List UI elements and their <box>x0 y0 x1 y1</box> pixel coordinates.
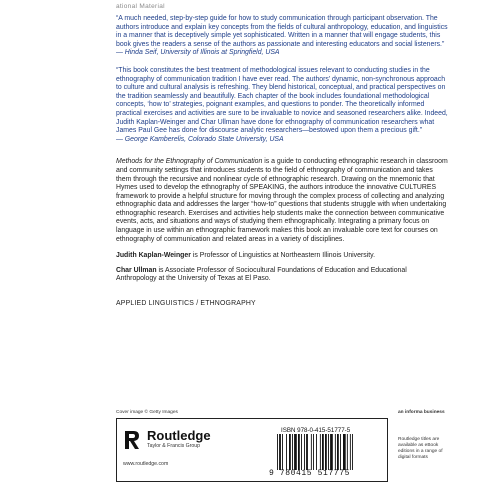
author-name: Judith Kaplan-Weinger <box>116 252 191 260</box>
author-bio <box>116 252 448 261</box>
publisher-group: Taylor & Francis Group <box>147 443 201 449</box>
endorsement-quote <box>116 67 448 144</box>
author-bio-text: is Associate Professor of Sociocultural Foundations of Education and Educational Anthropology at the University of Texas at El Paso. <box>116 266 407 283</box>
author-bio <box>116 267 448 284</box>
main-content <box>116 15 448 307</box>
subject-category: APPLIED LINGUISTICS / ETHNOGRAPHY <box>116 300 256 308</box>
book-title: Methods for the Ethnography of Communication <box>116 158 263 166</box>
publisher-name: Routledge <box>147 428 211 443</box>
endorsement-quote <box>116 15 448 58</box>
publisher-website: www.routledge.com <box>123 461 169 467</box>
quote-text: “A much needed, step-by-step guide for how to study communication through participant observation. The authors introduce and explain key concepts from the fields of cultural anthropology, education, and linguistics in a manner that is deceptively simple yet sophisticated. Written in a manner that will engage students, this book gives the readers a sense of the authors as passionate and interesting educators and social listeners.” <box>116 15 448 48</box>
publisher-barcode-panel <box>116 418 388 482</box>
isbn-number: ISBN 978-0-415-51777-5 <box>281 427 351 434</box>
routledge-logo-icon <box>123 429 141 451</box>
ebook-availability-note: Routledge titles are available as eBook editions in a range of digital formats <box>398 437 443 460</box>
publisher-tagline: an informa business <box>398 410 445 415</box>
barcode-icon <box>275 434 375 470</box>
barcode-digits: 9 780415 517775 <box>269 469 351 478</box>
description-text: is a guide to conducting ethnographic research in classroom and community settings that introduces students to the field of ethnography of communication and takes them through the recursive and nonlinear cycle of ethnographic research. Drawing on the mnemonic that Hymes used to develop the ethnography of SPEAKING, the authors introduce the innovative CULTURES framework to provide a helpful structure for moving through the complex process of collecting and analyzing ethnographic data and addresses the larger “how-to” questions that students struggle with when undertaking ethnographic research. Exercises and activities help students make the connection between communicative events, acts, and situations and ways of studying them ethnographically. Integrating a primary focus on language in use within an ethnographic framework makes this book an invaluable core text for courses on ethnography of communication and related areas in a variety of disciplines. <box>116 158 448 243</box>
section-heading: ational Material <box>116 3 165 10</box>
author-bio-text: is Professor of Linguistics at Northeastern Illinois University. <box>190 252 375 260</box>
cover-credit: Cover image © Getty Images <box>116 410 178 415</box>
quote-attribution: — Hinda Seif, University of Illinois at Springfield, USA <box>116 49 280 57</box>
quote-text: “This book constitutes the best treatment of methodological issues relevant to conducting studies in the ethnography of communication tradition I have ever read. The authors’ dynamic, non-synchronous approach to culture and cultural analysis is refreshing. They blend historical, conceptual, and practical perspectives on the tradition seamlessly and beautifully. Each chapter of the book includes foundational methodological concepts, ‘how to’ strategies, poignant examples, and questions to ponder. The theoretically informed practical exercises and activities are sure to be invaluable to novice and seasoned researchers alike. Indeed, Judith Kaplan-Weinger and Char Ullman have done for ethnography of communication researchers what James Paul Gee has done for discourse analytic researchers—bestowed upon them a precious gift.” <box>116 66 448 135</box>
quote-attribution: — George Kamberelis, Colorado State University, USA <box>116 135 284 143</box>
author-name: Char Ullman <box>116 266 157 274</box>
book-description <box>116 158 448 244</box>
